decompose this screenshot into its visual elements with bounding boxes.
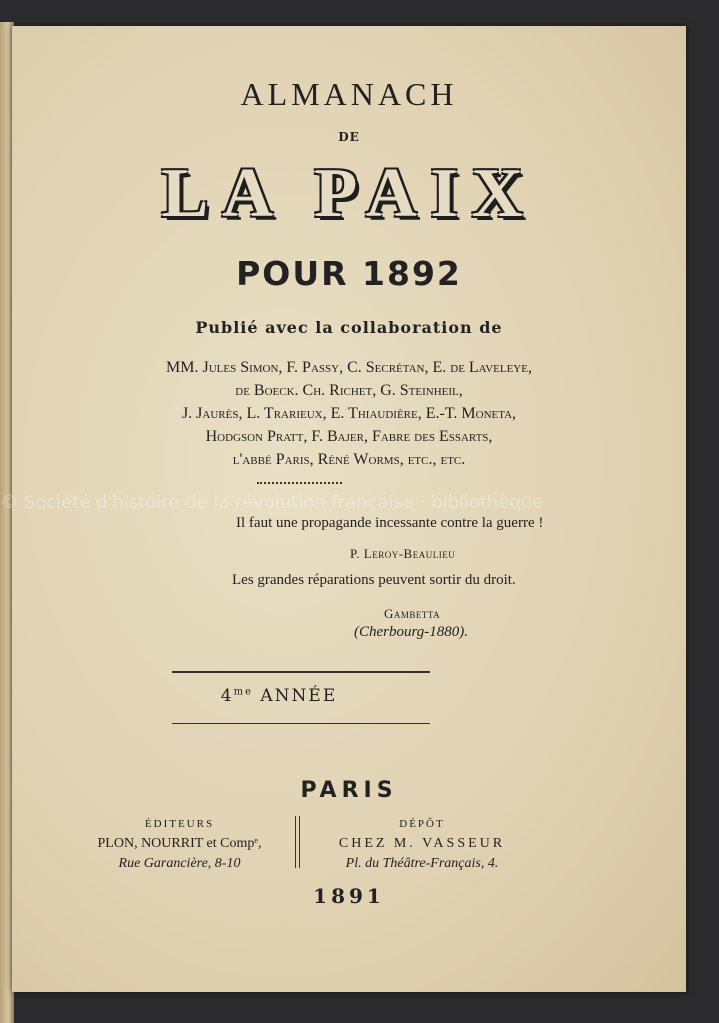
publisher-block [72,814,287,874]
quote-text: Il faut une propagande incessante contre la guerre ! [236,515,544,531]
main-title: LA PAIX [161,155,537,232]
quote-author: Gambetta [384,606,441,621]
edition-suffix: me [233,686,253,698]
divider-line [172,671,430,673]
depot-name: CHEZ M. VASSEUR [338,836,506,851]
collaborators-list [12,356,686,471]
quote-author: P. Leroy-Beaulieu [350,546,456,561]
depot-address: Pl. du Théâtre-Français, 4. [345,856,499,871]
collaborator-line: de Boeck. Ch. Richet, G. Steinheil, [235,382,463,399]
publisher-name: PLON, NOURRIT et Compᵉ, [97,836,262,851]
city: PARIS [300,778,398,803]
publisher-address: Rue Garancière, 8-10 [118,856,241,871]
quote-source: (Cherbourg-1880). [354,624,469,640]
title-page [0,26,686,992]
edition-label [0,686,616,706]
column-divider [295,816,300,868]
year-title: POUR 1892 [236,254,462,293]
divider-line [172,723,430,724]
subtitle: Publié avec la collaboration de [195,318,503,337]
ornament-divider [257,482,342,488]
de-word: DE [338,130,360,144]
publisher-heading: ÉDITEURS [144,818,215,830]
collaborator-line: Hodgson Pratt, F. Bajer, Fabre des Essarts, [205,428,493,445]
depot-block [307,814,537,874]
publication-year: 1891 [313,884,385,908]
edition-number: 4 [220,686,234,706]
collaborator-line: l'abbé Paris, Réné Worms, etc., etc. [232,451,466,468]
collaborator-line: MM. Jules Simon, F. Passy, C. Secrétan, E. de Laveleye, [166,359,532,376]
watermark: © Société d'histoire de la révolution française · bibliothèque [0,492,544,513]
almanach-heading: ALMANACH [240,76,458,112]
quote-text: Les grandes réparations peuvent sortir du droit. [232,572,516,588]
edition-word: ANNÉE [260,686,338,706]
depot-heading: DÉPÔT [399,818,445,830]
collaborator-line: J. Jaurès, L. Trarieux, E. Thiaudière, E.-T. Moneta, [181,405,517,422]
